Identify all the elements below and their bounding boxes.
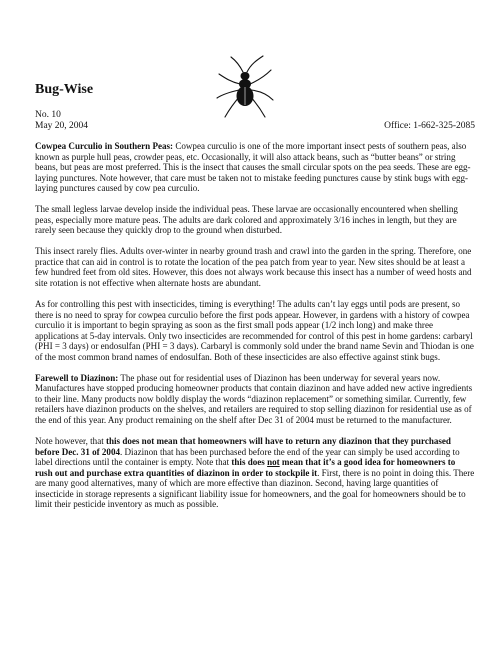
bug-icon (213, 54, 277, 120)
paragraph-text: Cowpea curculio is one of the more important insect pests of southern peas, also known as purple hull peas, crowder peas, etc. Occasionally, it will also attack beans, such as “butter beans” or string beans, but peas are most preferred. This is the insect that causes the small circular spots on the pea seeds. These are egg-laying punctures. Note however, that care must be taken not to mistake feeding punctures cause by stink bugs with egg-laying punctures caused by cow pea curculio. (35, 141, 471, 194)
issue-info (35, 110, 88, 132)
paragraph-larvae: The small legless larvae develop inside the individual peas. These larvae are occasionally encountered when shelling peas, especially more mature peas. The adults are dark colored and approximately 3/16 inches in length, but they are rarely seen because they quickly drop to the ground when disturbed. (35, 204, 458, 236)
emphasis-text: this does not mean that homeowners will have to return any diazinon that they purchased before Dec. 31 of 2004 (35, 436, 451, 457)
paragraph-insecticides: As for controlling this pest with insecticides, timing is everything! The adults can’t lay eggs until pods are present, so there is no need to spray for cowpea curculio before the first pods appear. However, in gardens with a history of cowpea curculio it is important to begin spraying as soon as the first small pods appear (1/2 inch long) and make three applications at 5-day intervals. Only two insecticides are recommended for control of this pest in home gardens: carbaryl (PHI = 3 days) or endosulfan (PHI = 3 days). Carbaryl is commonly sold under the brand name Sevin and Thiodan is one of the most common brand names of endosulfan. Both of these insecticides are also effective against stink bugs. (35, 299, 474, 362)
section-heading-diazinon: Farewell to Diazinon: (35, 372, 119, 383)
issue-date: May 20, 2004 (35, 121, 89, 131)
paragraph-note: Note however, that this does not mean that homeowners will have to return any diazinon that they purchased before Dec. 31 of 2004. Diazinon that has been purchased before the end of the year can simply be used according to label directions until the container is empty. Note that this does not mean that it’s a good idea for homeowners to rush out and purchase extra quantities of diazinon in order to stockpile it. First, there is no point in doing this. There are many good alternatives, many of which are more effective than diazinon. Second, having large quantities of insecticide in storage represents a significant liability issue for homeowners, and the goal for homeowners should be to limit their pesticide inventory as much as possible. (35, 436, 475, 510)
paragraph-diazinon (35, 373, 475, 426)
emphasis-underlined: not (267, 457, 280, 468)
article-body (35, 141, 475, 520)
newsletter-title: Bug-Wise (35, 82, 94, 97)
paragraph-text: The phase out for residential uses of Diazinon has been underway for several years now. Manufactures have stopped producing homeowner products that contain diazinon and have added new active ingredients to their line. Many products now boldly display the words “diazinon replacement” or something similar. Currently, few retailers have diazinon products on the shelves, and retailers are required to stop selling diazinon for residential use as of the end of this year. Any product remaining on the shelf after Dec 31 of 2004 must be returned to the manufacturer. (35, 372, 473, 426)
masthead (35, 54, 475, 134)
paragraph-cowpea-curculio (35, 141, 475, 194)
issue-number: No. 10 (35, 110, 61, 120)
section-heading-cowpea: Cowpea Curculio in Southern Peas: (35, 141, 174, 151)
office-phone: Office: 1-662-325-2085 (384, 121, 475, 131)
paragraph-overwinter: This insect rarely flies. Adults over-winter in nearby ground trash and crawl into the garden in the spring. Therefore, one practice that can aid in control is to rotate the location of the pea patch from year to year. New sites should be at least a few hundred feet from old sites. However, this does not always work because this insect has a number of weed hosts and site rotation is not effective when alternate hosts are abundant. (35, 246, 472, 289)
